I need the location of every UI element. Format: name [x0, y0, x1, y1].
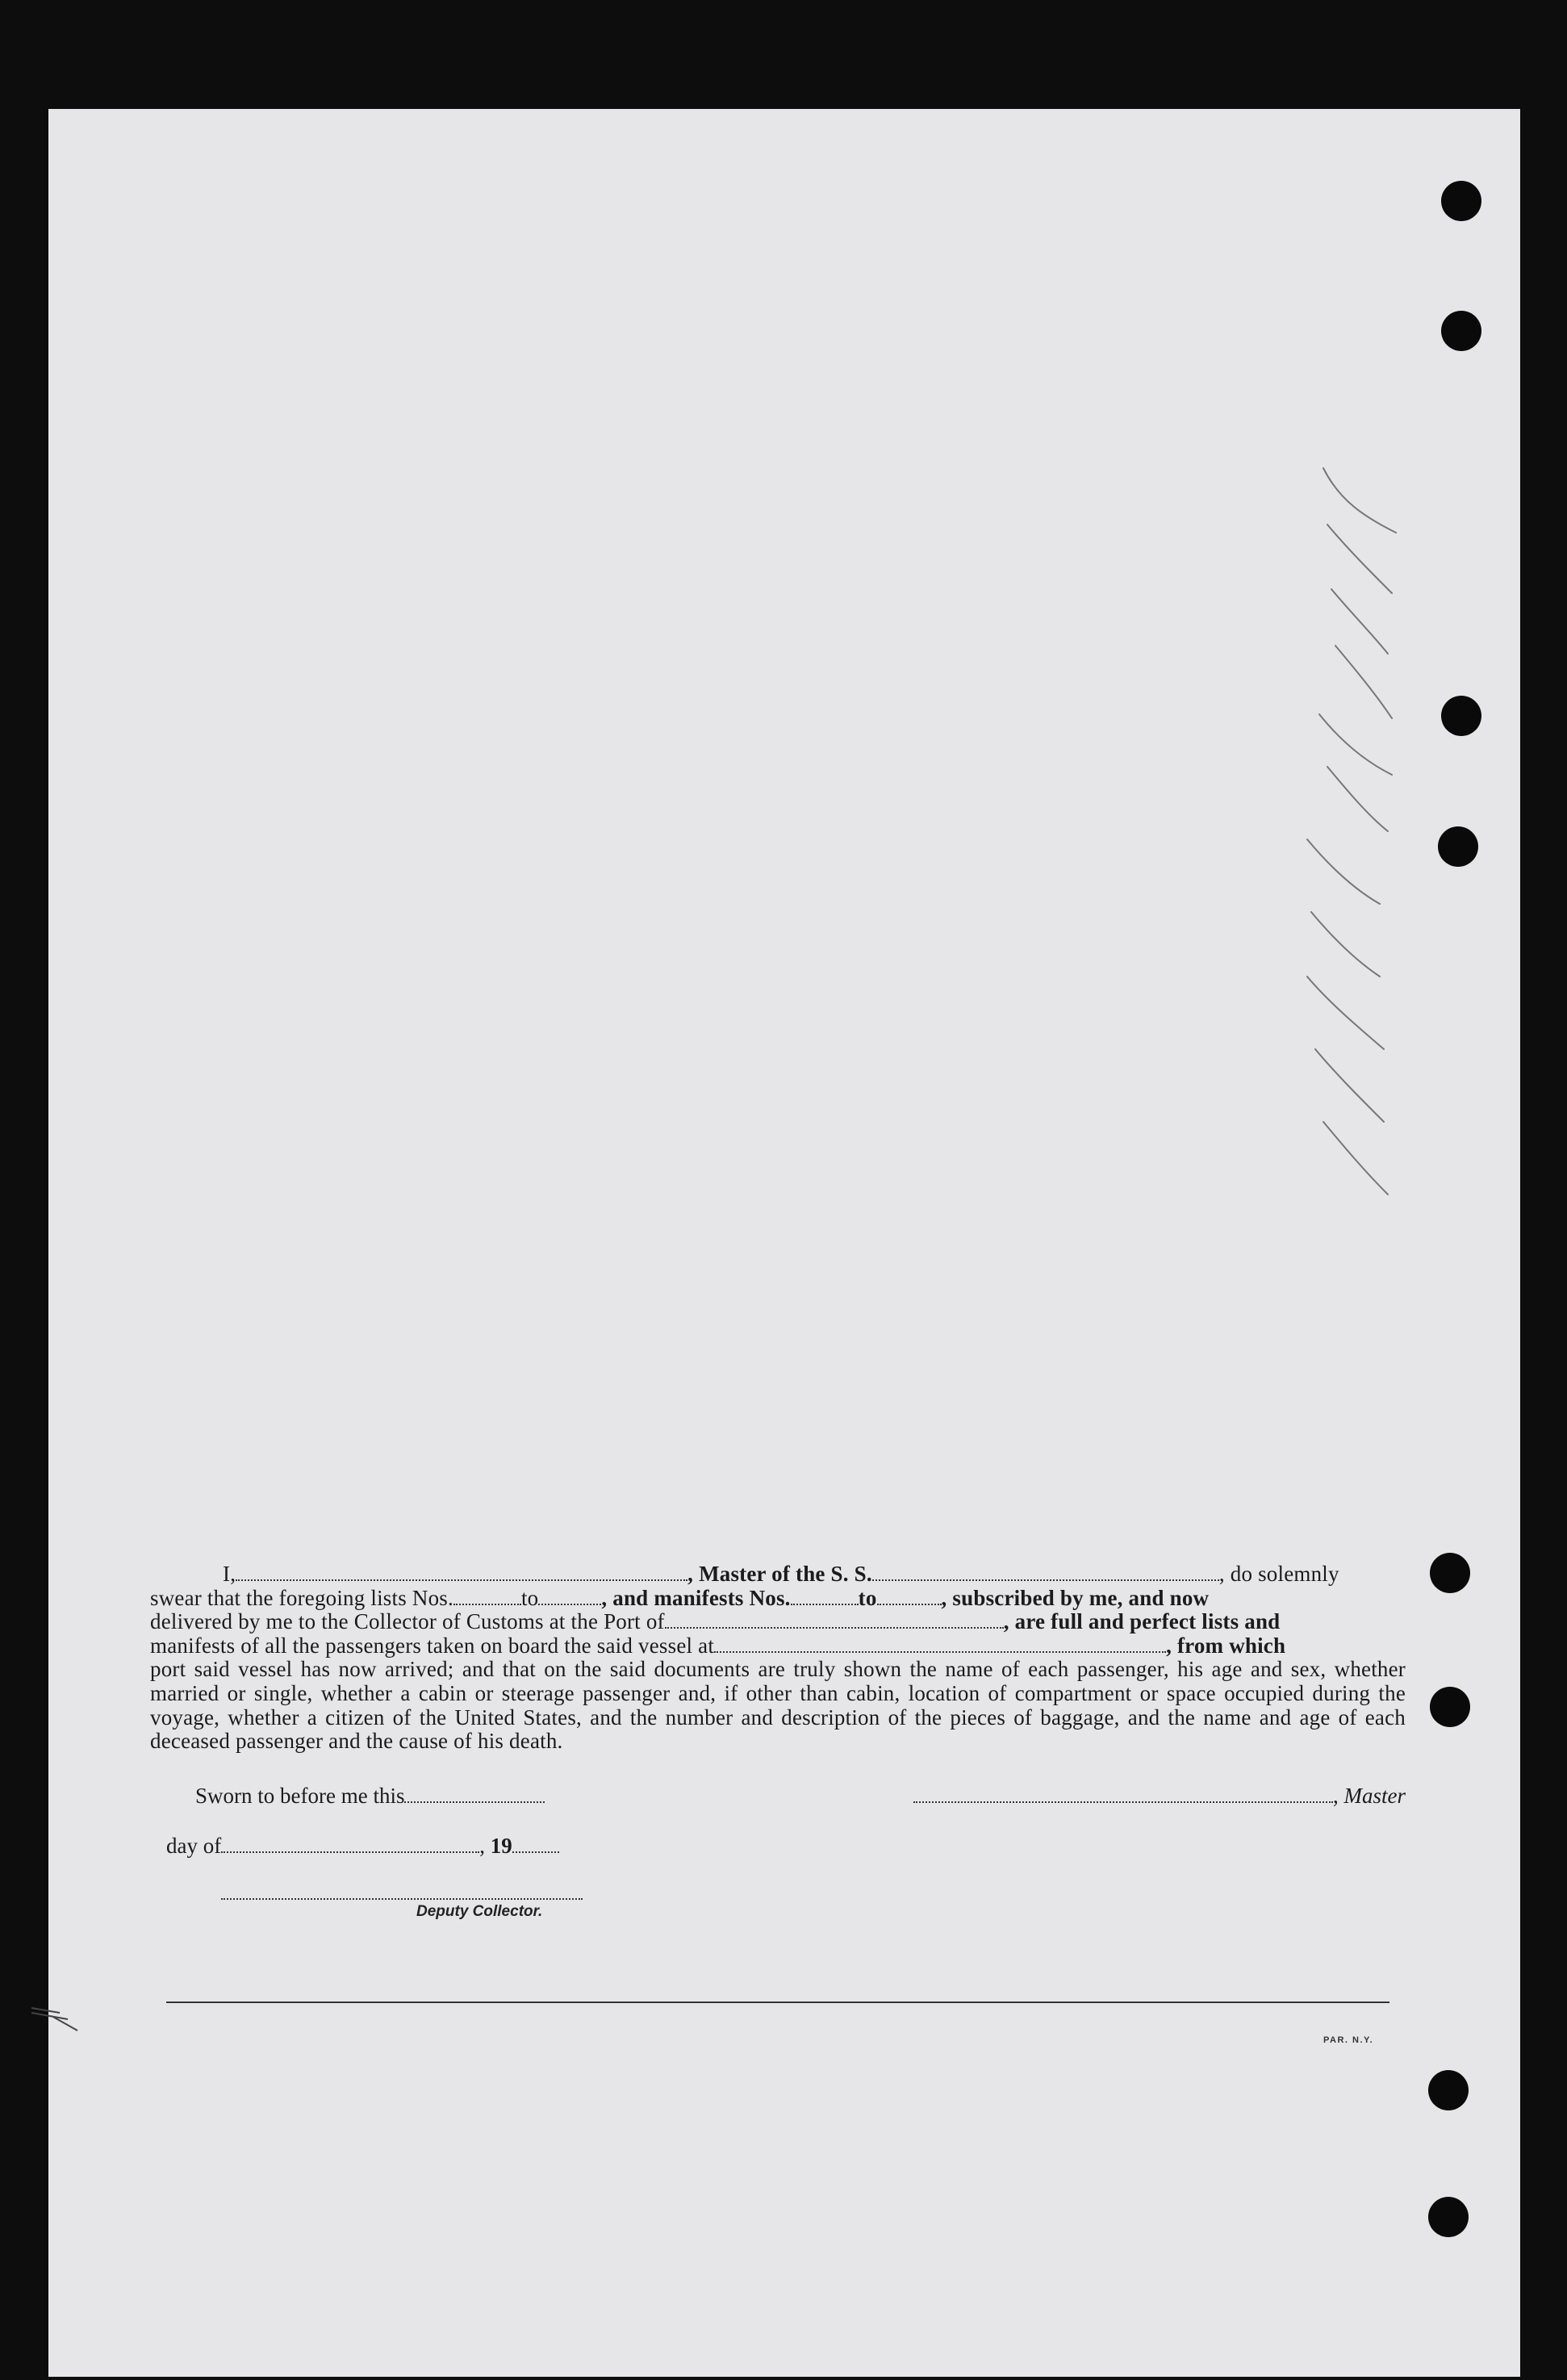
- day-of-row: day of , 19: [166, 1834, 559, 1859]
- oath-rest: port said vessel has now arrived; and that on the said documents are truly shown the name of each passenger, his age and sex, whether married or single, whether a cabin or steerage passenger and, if other than cabin, location of compartment or space occupied during the voyage, whether a citizen of the United States, and the number and description of the pieces of baggage, and the name and age of each deceased passenger and the cause of his death.: [150, 1657, 1406, 1754]
- punch-hole: [1438, 826, 1478, 867]
- vessel-blank: [872, 1563, 1219, 1581]
- oath-paragraph: [150, 1562, 1406, 1754]
- deputy-signature-line: [221, 1898, 583, 1900]
- punch-hole: [1441, 181, 1481, 221]
- deputy-collector-label: Deputy Collector.: [416, 1903, 543, 1920]
- oath-l1-end: , do solemnly: [1218, 1562, 1339, 1586]
- sworn-row: [150, 1784, 1406, 1811]
- bottom-rule: [166, 2001, 1389, 2003]
- oath-line-3: delivered by me to the Collector of Customs at the Port of , are full and perfect lists and: [150, 1609, 1281, 1634]
- name-blank: [236, 1563, 687, 1581]
- punch-hole: [1428, 2197, 1469, 2237]
- punch-hole: [1430, 1687, 1470, 1727]
- punch-hole: [1441, 696, 1481, 736]
- punch-hole: [1428, 2070, 1469, 2110]
- oath-line-2: swear that the foregoing lists Nos. to , and manifests Nos. to , subscribed by me, and now: [150, 1585, 1210, 1610]
- punch-hole: [1430, 1553, 1470, 1593]
- printer-mark: PAR. N.Y.: [1323, 2035, 1374, 2045]
- margin-mark: [27, 2001, 84, 2034]
- oath-i: I,: [223, 1562, 236, 1586]
- oath-master-label: , Master of the S. S.: [687, 1562, 872, 1586]
- master-signature: , Master: [913, 1784, 1406, 1809]
- pencil-tick-marks: [1291, 452, 1420, 1259]
- master-label: Master: [1343, 1784, 1406, 1808]
- oath-line-4: manifests of all the passengers taken on board the said vessel at , from which: [150, 1633, 1286, 1658]
- punch-hole: [1441, 311, 1481, 351]
- sworn-label: Sworn to before me this: [195, 1784, 545, 1809]
